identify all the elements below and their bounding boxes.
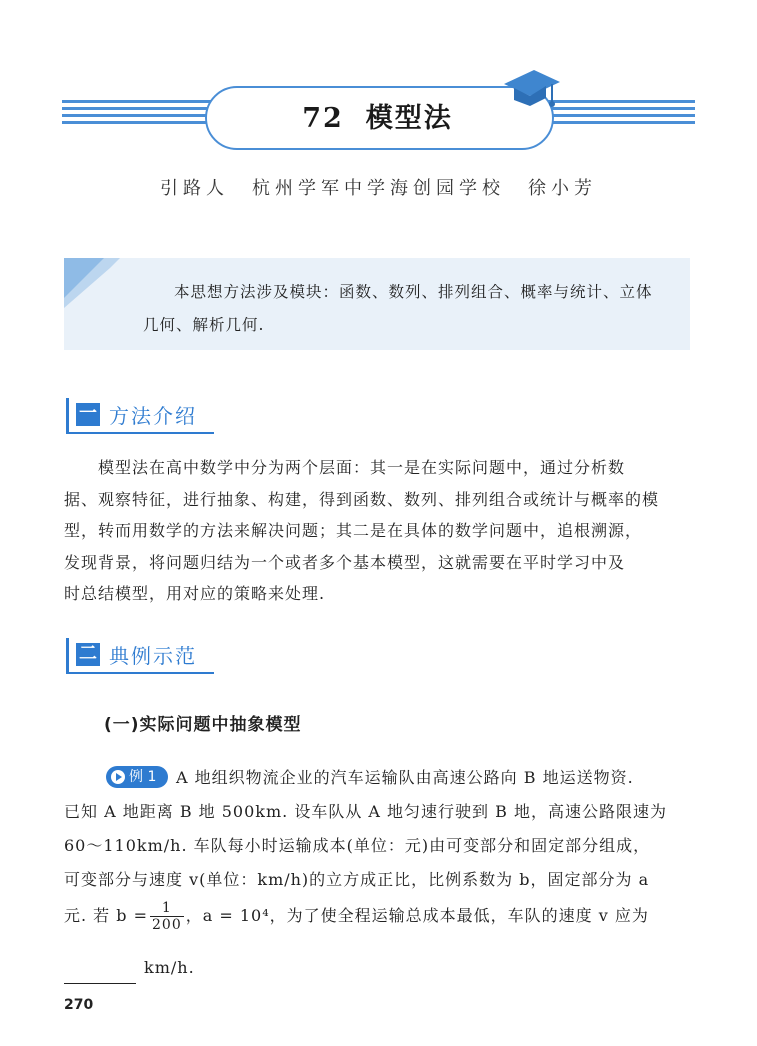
page-number: 270 (64, 997, 94, 1013)
fraction: $\frac{1}{200}$ (152, 900, 182, 933)
example-line-5: 元. 若 b = $\frac{1}{200}$ ，a = 10⁴，为了使全程运输总成本最低，车队的速度 v 应为 (64, 900, 649, 933)
chapter-number: 72 (302, 103, 344, 134)
example-line-4: 可变部分与速度 v(单位：km/h)的立方成正比，比例系数为 b，固定部分为 a (64, 870, 650, 889)
example-line-3: 60～110km/h. 车队每小时运输成本(单位：元)由可变部分和固定部分组成， (64, 836, 651, 855)
graduation-cap-icon (500, 64, 562, 112)
method-paragraph (64, 452, 694, 610)
chapter-title-text: 模型法 (365, 103, 453, 134)
paragraph-line: 时总结模型，用对应的策略来处理. (64, 584, 326, 603)
example-line-6: km/h. (64, 952, 694, 984)
section-title: 方法介绍 (109, 404, 197, 428)
section-title: 典例示范 (109, 644, 197, 668)
chapter-title (205, 96, 550, 135)
example-line-1: A 地组织物流企业的汽车运输队由高速公路向 B 地运送物资. (176, 768, 634, 787)
play-icon (111, 770, 125, 784)
section-header-examples (66, 638, 216, 674)
section-number-badge: 二 (76, 643, 100, 666)
section-number-badge: 一 (76, 403, 100, 426)
abstract-line-2: 几何、解析几何. (143, 316, 265, 334)
paragraph-line: 型，转而用数学的方法来解决问题；其二是在具体的数学问题中，追根溯源， (64, 521, 643, 540)
abstract-line-1: 本思想方法涉及模块：函数、数列、排列组合、概率与统计、立体 (174, 283, 653, 301)
paragraph-line: 发现背景，将问题归结为一个或者多个基本模型，这就需要在平时学习中及 (64, 552, 626, 572)
section-header-method (66, 398, 216, 434)
paragraph-line: 据、观察特征，进行抽象、构建，得到函数、数列、排列组合或统计与概率的模 (64, 489, 660, 509)
subsection-title: (一)实际问题中抽象模型 (104, 715, 302, 735)
answer-blank[interactable] (64, 965, 136, 984)
paragraph-line: 模型法在高中数学中分为两个层面：其一是在实际问题中，通过分析数 (64, 458, 626, 477)
author-line: 引路人 杭州学军中学海创园学校 徐小芳 (160, 178, 597, 199)
example-badge: 例 1 (106, 766, 168, 788)
example-line-2: 已知 A 地距离 B 地 500km. 设车队从 A 地匀速行驶到 B 地，高速公路限速为 (64, 802, 667, 821)
